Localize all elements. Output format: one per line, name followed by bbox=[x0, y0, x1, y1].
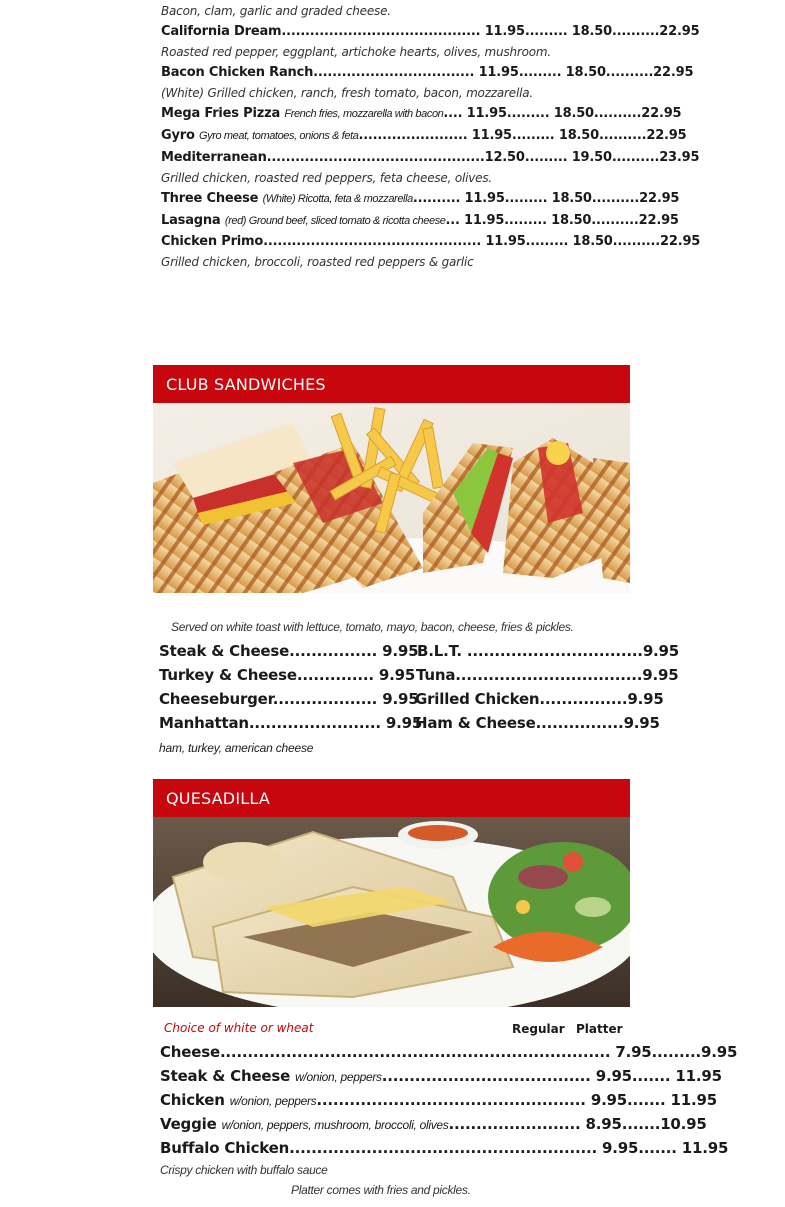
item-note: ham, turkey, american cheese bbox=[159, 741, 314, 755]
item-name: Veggie bbox=[160, 1115, 217, 1133]
item-line: Bacon Chicken Ranch.................................. 11.95......... 18.50..........22.95 bbox=[161, 65, 694, 80]
item-name: Chicken Primo bbox=[161, 234, 264, 249]
item-name: Turkey & Cheese bbox=[159, 666, 297, 684]
column-regular: Regular bbox=[512, 1022, 565, 1036]
club-item-left-2 bbox=[159, 666, 415, 684]
item-name: Steak & Cheese bbox=[159, 642, 290, 660]
item-dots: .................................. bbox=[455, 666, 643, 684]
item-note: w/onion, peppers bbox=[295, 1070, 382, 1084]
pizza-item-lasagna bbox=[161, 213, 679, 228]
club-item-right-2 bbox=[416, 666, 678, 684]
item-note: (White) Ricotta, feta & mozzarella bbox=[262, 193, 413, 205]
pizza-desc-mediterranean: Grilled chicken, roasted red peppers, feta cheese, olives. bbox=[161, 171, 493, 185]
item-note: Gyro meat, tomatoes, onions & feta bbox=[199, 130, 359, 142]
pizza-desc-bacon-chicken-ranch: (White) Grilled chicken, ranch, fresh tomato, bacon, mozzarella. bbox=[161, 86, 534, 100]
quesadilla-item-chicken bbox=[160, 1091, 717, 1109]
buffalo-desc: Crispy chicken with buffalo sauce bbox=[160, 1163, 328, 1177]
item-price: 9.95 bbox=[378, 666, 416, 684]
item-line: ........................................................ 9.95....... 11.95 bbox=[289, 1139, 729, 1157]
item-name: Mega Fries Pizza bbox=[161, 106, 281, 121]
item-line: .... 11.95......... 18.50..........22.95 bbox=[443, 106, 682, 121]
club-item-left-3 bbox=[159, 690, 418, 708]
item-note: (red) Ground beef, sliced tomato & ricotta cheese bbox=[224, 215, 446, 227]
item-dots: ................... bbox=[272, 690, 378, 708]
item-line: .............................................. 11.95......... 18.50..........22.95 bbox=[263, 234, 701, 249]
club-intro: Served on white toast with lettuce, tomato, mayo, bacon, cheese, fries & pickles. bbox=[171, 620, 574, 634]
section-title: QUESADILLA bbox=[166, 789, 270, 808]
item-price: 9.95 bbox=[382, 642, 419, 660]
item-name: B.L.T. bbox=[417, 642, 462, 660]
item-line: ..............................................12.50......... 19.50..........23.95 bbox=[266, 150, 700, 165]
pizza-item-three-cheese bbox=[161, 191, 679, 206]
pizza-desc-california-dream: Roasted red pepper, eggplant, artichoke hearts, olives, mushroom. bbox=[161, 45, 552, 59]
tortilla-choice-note: Choice of white or wheat bbox=[164, 1021, 314, 1035]
club-item-right-1 bbox=[417, 642, 679, 660]
item-note: w/onion, peppers bbox=[229, 1094, 317, 1108]
item-price: 9.95 bbox=[385, 714, 423, 732]
item-name: Gyro bbox=[161, 128, 195, 143]
pizza-item-chicken-primo bbox=[161, 234, 700, 249]
manhattan-note bbox=[159, 738, 313, 756]
item-line: ....................... 11.95......... 18.50..........22.95 bbox=[358, 128, 687, 143]
quesadilla-item-buffalo-chicken bbox=[160, 1139, 728, 1157]
item-name: Three Cheese bbox=[161, 191, 259, 206]
item-line: .......... 11.95......... 18.50..........22.95 bbox=[412, 191, 680, 206]
pizza-item-bacon-chicken-ranch bbox=[161, 65, 693, 80]
item-line: ....................................................................... 7.95.........9.95 bbox=[219, 1043, 738, 1061]
item-dots: ................ bbox=[539, 690, 628, 708]
item-name: Cheeseburger bbox=[159, 690, 273, 708]
quesadilla-photo bbox=[153, 817, 630, 1007]
item-note: French fries, mozzarella with bacon bbox=[284, 108, 444, 120]
item-price: 9.95 bbox=[642, 666, 679, 684]
pizza-item-gyro bbox=[161, 128, 686, 143]
item-line: ...................................... 9.95....... 11.95 bbox=[381, 1067, 722, 1085]
pizza-item-mega-fries bbox=[161, 106, 681, 121]
item-name: Cheese bbox=[160, 1043, 220, 1061]
item-name: Buffalo Chicken bbox=[160, 1139, 290, 1157]
column-platter: Platter bbox=[576, 1022, 623, 1036]
club-item-right-4 bbox=[415, 714, 660, 732]
item-price: 9.95 bbox=[627, 690, 664, 708]
section-title: CLUB SANDWICHES bbox=[166, 375, 326, 394]
item-name: Chicken bbox=[160, 1091, 225, 1109]
item-price: 9.95 bbox=[623, 714, 660, 732]
club-item-left-1 bbox=[159, 642, 418, 660]
item-name: Mediterranean bbox=[161, 150, 267, 165]
club-sandwich-photo bbox=[153, 403, 630, 593]
item-name: Ham & Cheese bbox=[415, 714, 536, 732]
item-line: ........................ 8.95.......10.95 bbox=[448, 1115, 707, 1133]
item-dots: .............. bbox=[296, 666, 374, 684]
platter-note: Platter comes with fries and pickles. bbox=[291, 1183, 471, 1197]
quesadilla-item-veggie bbox=[160, 1115, 707, 1133]
club-item-left-4 bbox=[159, 714, 422, 732]
item-line: ... 11.95......... 18.50..........22.95 bbox=[445, 213, 679, 228]
item-line: ................................................. 9.95....... 11.95 bbox=[316, 1091, 717, 1109]
item-dots: ........................ bbox=[248, 714, 381, 732]
club-sandwiches-header bbox=[153, 365, 630, 403]
item-dots: ................ bbox=[535, 714, 624, 732]
item-name: Manhattan bbox=[159, 714, 249, 732]
item-name: Tuna bbox=[416, 666, 456, 684]
item-dots: ................ bbox=[289, 642, 378, 660]
item-dots: ................................ bbox=[461, 642, 643, 660]
pizza-top-desc: Bacon, clam, garlic and graded cheese. bbox=[161, 4, 391, 18]
quesadilla-item-steak-cheese bbox=[160, 1067, 722, 1085]
item-line: California Dream.......................................... 11.95......... 18.50..........22.95 bbox=[161, 24, 700, 39]
pizza-item-california-dream bbox=[161, 24, 699, 39]
item-name: Steak & Cheese bbox=[160, 1067, 291, 1085]
item-name: Grilled Chicken bbox=[415, 690, 540, 708]
item-price: 9.95 bbox=[642, 642, 680, 660]
item-note: w/onion, peppers, mushroom, broccoli, olives bbox=[221, 1118, 449, 1132]
quesadilla-item-cheese bbox=[160, 1043, 737, 1061]
item-price: 9.95 bbox=[382, 690, 419, 708]
club-item-right-3 bbox=[415, 690, 664, 708]
quesadilla-header bbox=[153, 779, 630, 817]
pizza-item-mediterranean bbox=[161, 150, 699, 165]
pizza-desc-chicken-primo: Grilled chicken, broccoli, roasted red peppers & garlic bbox=[161, 255, 474, 269]
item-name: Lasagna bbox=[161, 213, 221, 228]
